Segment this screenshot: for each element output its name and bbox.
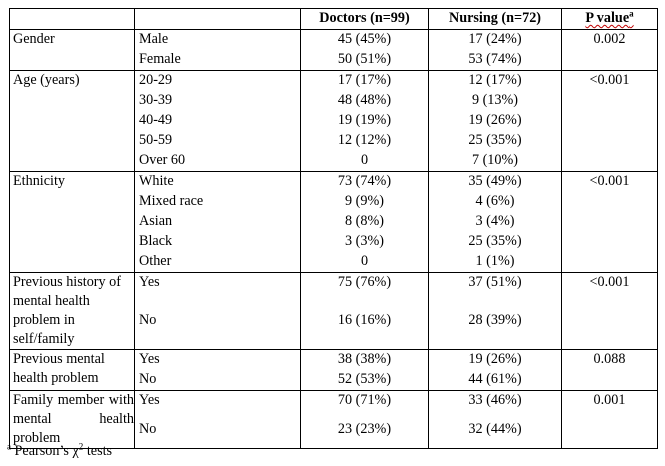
category-cell: Female xyxy=(135,50,301,71)
pvalue-cell-history: <0.001 xyxy=(562,273,658,350)
pvalue-label xyxy=(585,10,633,26)
nursing-cell: 4 (6%) xyxy=(429,192,562,212)
table-row xyxy=(10,30,658,51)
header-category xyxy=(135,9,301,30)
group-label-age: Age (years) xyxy=(10,71,135,172)
pvalue-cell-age: <0.001 xyxy=(562,71,658,172)
group-label-family: Family member with mental health problem xyxy=(10,391,135,449)
nursing-cell: 17 (24%) xyxy=(429,30,562,51)
doctors-cell: 19 (19%) xyxy=(301,111,429,131)
category-cell: Other xyxy=(135,252,301,273)
doctors-cell: 70 (71%) xyxy=(301,391,429,420)
doctors-cell: 17 (17%) xyxy=(301,71,429,92)
nursing-cell: 19 (26%) xyxy=(429,111,562,131)
table-row xyxy=(10,273,658,312)
category-cell: 30-39 xyxy=(135,91,301,111)
category-cell: Over 60 xyxy=(135,151,301,172)
category-cell: White xyxy=(135,172,301,193)
nursing-cell: 3 (4%) xyxy=(429,212,562,232)
pvalue-text: P value xyxy=(585,10,630,26)
doctors-cell: 9 (9%) xyxy=(301,192,429,212)
nursing-cell: 19 (26%) xyxy=(429,350,562,371)
nursing-cell: 28 (39%) xyxy=(429,311,562,350)
table-row xyxy=(10,391,658,420)
nursing-cell: 7 (10%) xyxy=(429,151,562,172)
header-doctors: Doctors (n=99) xyxy=(301,9,429,30)
doctors-cell: 12 (12%) xyxy=(301,131,429,151)
table-row xyxy=(10,350,658,371)
pvalue-cell-ethnicity: <0.001 xyxy=(562,172,658,273)
group-label-history: Previous history of mental health problem in self/family xyxy=(10,273,135,350)
doctors-cell: 3 (3%) xyxy=(301,232,429,252)
category-cell: 20-29 xyxy=(135,71,301,92)
nursing-cell: 25 (35%) xyxy=(429,232,562,252)
doctors-cell: 0 xyxy=(301,252,429,273)
footnote-mark: a xyxy=(7,441,11,452)
footnote-text: Pearson’s xyxy=(14,443,73,459)
nursing-cell: 53 (74%) xyxy=(429,50,562,71)
doctors-cell: 23 (23%) xyxy=(301,420,429,449)
group-label-previous: Previous mental health problem xyxy=(10,350,135,391)
category-cell: No xyxy=(135,420,301,449)
doctors-cell: 52 (53%) xyxy=(301,370,429,391)
doctors-cell: 0 xyxy=(301,151,429,172)
doctors-cell: 16 (16%) xyxy=(301,311,429,350)
pvalue-cell-gender: 0.002 xyxy=(562,30,658,71)
nursing-cell: 44 (61%) xyxy=(429,370,562,391)
group-label-ethnicity: Ethnicity xyxy=(10,172,135,273)
category-cell: Mixed race xyxy=(135,192,301,212)
header-nursing: Nursing (n=72) xyxy=(429,9,562,30)
nursing-cell: 12 (17%) xyxy=(429,71,562,92)
category-cell: Asian xyxy=(135,212,301,232)
nursing-cell: 32 (44%) xyxy=(429,420,562,449)
nursing-cell: 9 (13%) xyxy=(429,91,562,111)
nursing-cell: 33 (46%) xyxy=(429,391,562,420)
doctors-cell: 50 (51%) xyxy=(301,50,429,71)
category-cell: 40-49 xyxy=(135,111,301,131)
footnote-text-end: tests xyxy=(83,443,113,459)
doctors-cell: 45 (45%) xyxy=(301,30,429,51)
category-cell: Yes xyxy=(135,273,301,312)
header-row xyxy=(10,9,658,30)
nursing-cell: 25 (35%) xyxy=(429,131,562,151)
header-variable xyxy=(10,9,135,30)
chi-letter: χ xyxy=(72,443,79,459)
nursing-cell: 35 (49%) xyxy=(429,172,562,193)
doctors-cell: 38 (38%) xyxy=(301,350,429,371)
footnote xyxy=(7,443,112,460)
header-pvalue xyxy=(562,9,658,30)
category-cell: No xyxy=(135,311,301,350)
table-row xyxy=(10,71,658,92)
pvalue-footnote-mark: a xyxy=(629,8,634,19)
category-cell: Male xyxy=(135,30,301,51)
doctors-cell: 73 (74%) xyxy=(301,172,429,193)
doctors-cell: 75 (76%) xyxy=(301,273,429,312)
pvalue-cell-family: 0.001 xyxy=(562,391,658,449)
category-cell: No xyxy=(135,370,301,391)
chi-exponent: 2 xyxy=(78,441,84,452)
table-row xyxy=(10,172,658,193)
doctors-cell: 48 (48%) xyxy=(301,91,429,111)
category-cell: Yes xyxy=(135,391,301,420)
nursing-cell: 1 (1%) xyxy=(429,252,562,273)
pvalue-cell-previous: 0.088 xyxy=(562,350,658,391)
category-cell: Black xyxy=(135,232,301,252)
group-label-gender: Gender xyxy=(10,30,135,71)
category-cell: 50-59 xyxy=(135,131,301,151)
category-cell: Yes xyxy=(135,350,301,371)
doctors-cell: 8 (8%) xyxy=(301,212,429,232)
nursing-cell: 37 (51%) xyxy=(429,273,562,312)
